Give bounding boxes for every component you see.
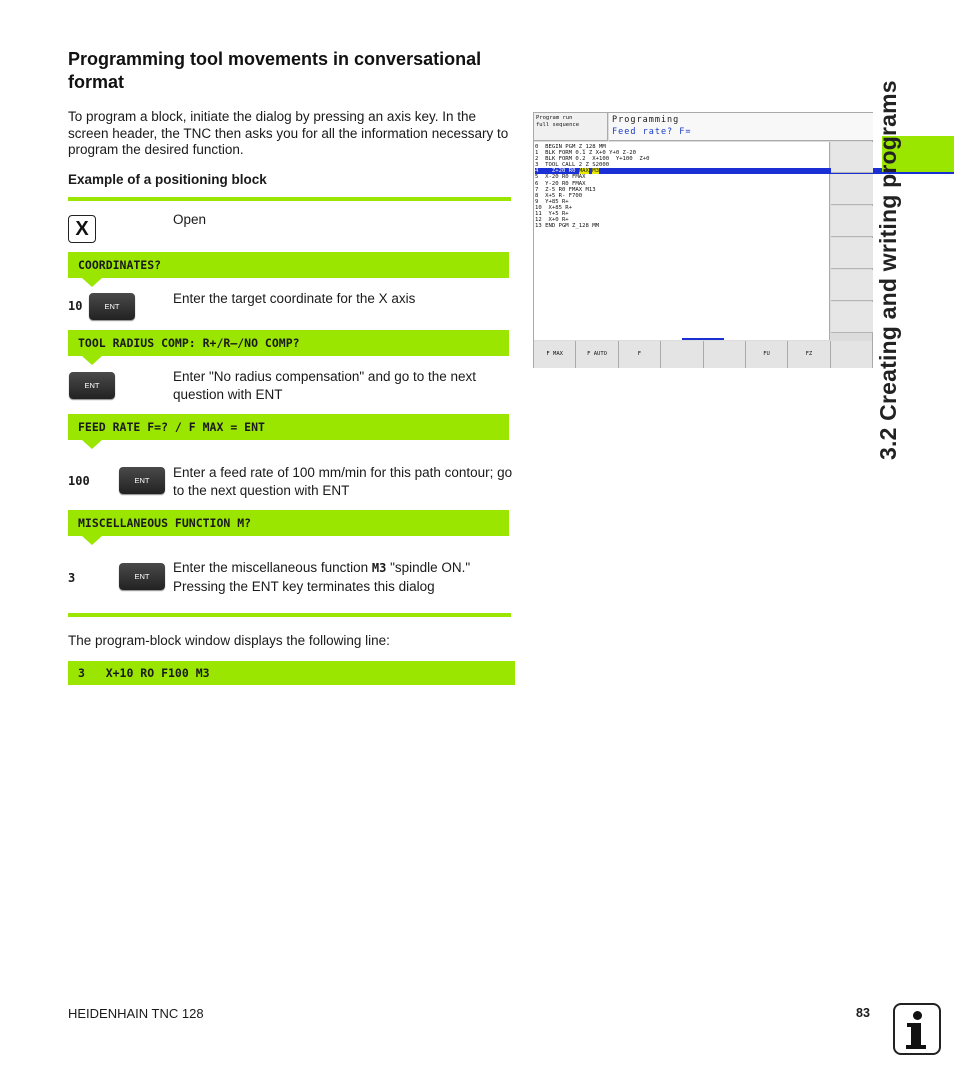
prompt-arrow-icon	[82, 440, 102, 449]
prompt-text: FEED RATE F=? / F MAX = ENT	[78, 420, 265, 434]
screen-header: Programming Feed rate? F=	[609, 113, 873, 141]
vertical-softkey	[831, 238, 873, 269]
program-line: 0 BEGIN PGM Z_128 MM	[535, 144, 606, 150]
softkey-f-auto: F AUTO	[576, 341, 618, 368]
prompt-text: TOOL RADIUS COMP: R+/R–/NO COMP?	[78, 336, 300, 350]
prompt-arrow-icon	[82, 536, 102, 545]
vertical-softkey	[831, 206, 873, 237]
vertical-softkey	[831, 142, 873, 173]
intro-paragraph: To program a block, initiate the dialog by pressing an axis key. In the screen header, the TNC then asks you for all the information necessary to program the desired function.	[68, 109, 509, 157]
screen-mode-panel: Program run full sequence	[534, 113, 608, 141]
tnc-screenshot	[533, 112, 873, 368]
program-line: 2 BLK FORM 0.2 X+100 Y+100 Z+0	[535, 156, 650, 163]
program-line: 13 END PGM Z_128 MM	[535, 223, 599, 230]
ent-key-icon: ENT	[119, 563, 165, 590]
example-heading: Example of a positioning block	[68, 172, 267, 187]
step-value: 3	[68, 571, 76, 585]
page-number: 83	[856, 1006, 870, 1020]
prompt-bar-feed-rate	[68, 414, 509, 440]
softkey-fz: FZ	[788, 341, 830, 368]
footer-manual-name: HEIDENHAIN TNC 128	[68, 1006, 204, 1021]
info-icon	[893, 1003, 941, 1055]
step-desc: Enter "No radius compensation" and go to the next question with ENT	[173, 369, 477, 402]
top-rule	[68, 197, 511, 201]
program-line: 9 Y+85 R+	[535, 198, 569, 205]
program-line: 3 TOOL CALL 2 Z S2000	[535, 162, 610, 169]
step-value: 10	[68, 299, 83, 313]
vertical-softkey	[831, 174, 873, 205]
step-value: 100	[68, 474, 90, 488]
step-desc: Enter the target coordinate for the X axis	[173, 291, 416, 306]
bottom-rule	[68, 613, 511, 617]
prompt-text: MISCELLANEOUS FUNCTION M?	[78, 516, 252, 530]
vertical-softkeys	[831, 142, 873, 340]
code-m3: M3	[371, 561, 387, 575]
prompt-arrow-icon	[82, 278, 102, 287]
ent-key-icon: ENT	[89, 293, 135, 320]
program-line-highlighted: 4 Z+20 R0 MAX M3	[535, 168, 828, 174]
prompt-arrow-icon	[82, 356, 102, 365]
softkey-empty	[831, 341, 873, 368]
program-scrollbar	[682, 338, 724, 340]
softkey-empty	[661, 341, 703, 368]
prompt-bar-radius-comp	[68, 330, 509, 356]
result-text: The program-block window displays the following line:	[68, 633, 390, 648]
program-line: 1 BLK FORM 0.1 Z X+0 Y+0 Z-20	[535, 150, 637, 157]
softkey-f: F	[619, 341, 661, 368]
softkey-f-max: F MAX	[534, 341, 576, 368]
program-line: 5 X-20 R0 FMAX	[535, 174, 586, 181]
ent-key-icon: ENT	[119, 467, 165, 494]
step-open-desc: Open	[173, 212, 207, 227]
result-line: 3 X+10 RO F100 M3	[78, 666, 210, 680]
program-line: 7 Z-5 R0 FMAX M13	[535, 186, 596, 193]
x-axis-key-icon: X	[68, 215, 96, 243]
prompt-bar-misc-function	[68, 510, 509, 536]
vertical-softkey	[831, 270, 873, 301]
softkey-fu: FU	[746, 341, 788, 368]
program-line: 10 X+85 R+	[535, 204, 573, 211]
program-line: 11 Y+5 R+	[535, 211, 569, 218]
vertical-softkey	[831, 302, 873, 333]
step-desc: Enter the miscellaneous function M3 "spindle ON." Pressing the ENT key terminates this dialog	[173, 560, 471, 594]
prompt-text: COORDINATES?	[78, 258, 162, 272]
ent-key-icon: ENT	[69, 372, 115, 399]
softkey-empty	[704, 341, 746, 368]
result-line-bar	[68, 661, 515, 685]
program-line: 8 X+5 R- F700	[535, 192, 583, 199]
program-line: 12 X+0 R+	[535, 217, 569, 224]
step-desc: Enter a feed rate of 100 mm/min for this path contour; go to the next question with ENT	[173, 465, 513, 498]
page-title: Programming tool movements in conversational format	[68, 49, 482, 92]
prompt-bar-coordinates	[68, 252, 509, 278]
program-window	[534, 142, 830, 340]
program-line: 6 Y-20 R0 FMAX	[535, 180, 586, 187]
softkey-row	[534, 341, 873, 368]
